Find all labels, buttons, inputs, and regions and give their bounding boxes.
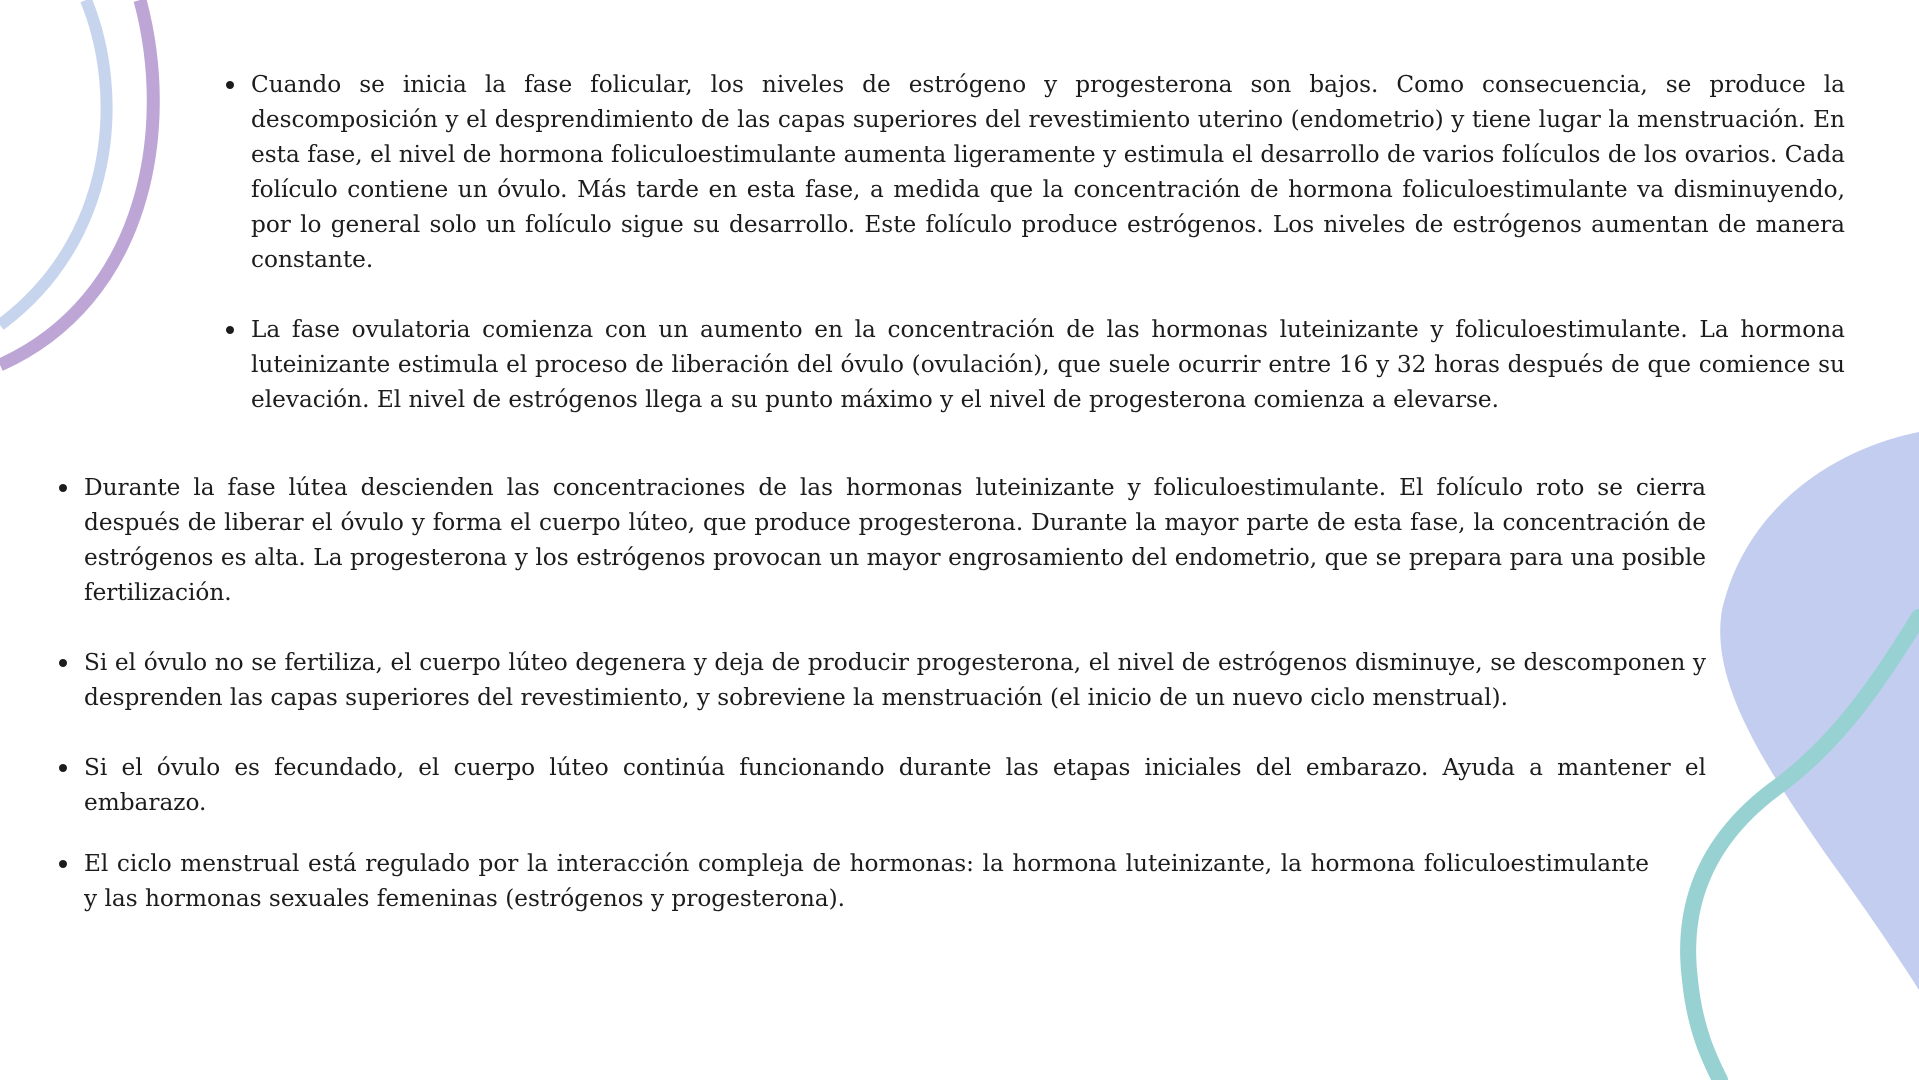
list-item-no-fertilization: Si el óvulo no se fertiliza, el cuerpo lúteo degenera y deja de producir progesterona, el nivel de estrógenos disminuye, se descomponen y desprenden las capas superiores del revestimiento, y sobreviene la menstruación (el inicio de un nuevo ciclo menstrual). — [84, 645, 1706, 715]
list-item-hormone-regulation: El ciclo menstrual está regulado por la interacción compleja de hormonas: la hormona luteinizante, la hormona foliculoestimulante y las hormonas sexuales femeninas (estrógenos y progesterona). — [84, 846, 1649, 916]
periwinkle-blob — [1720, 432, 1919, 990]
list-item-luteal-phase: Durante la fase lútea descienden las concentraciones de las hormonas luteinizante y foliculoestimulante. El folículo roto se cierra después de liberar el óvulo y forma el cuerpo lúteo, que produce progesterona. Durante la mayor parte de esta fase, la concentración de estrógenos es alta. La progesterona y los estrógenos provocan un mayor engrosamiento del endometrio, que se prepara para una posible fertilización. — [84, 470, 1706, 610]
teal-curve — [1688, 617, 1919, 1080]
list-item-ovulatory-phase: La fase ovulatoria comienza con un aumento en la concentración de las hormonas luteinizante y foliculoestimulante. La hormona luteinizante estimula el proceso de liberación del óvulo (ovulación), que suele ocurrir entre 16 y 32 horas después de que comience su elevación. El nivel de estrógenos llega a su punto máximo y el nivel de progesterona comienza a elevarse. — [251, 312, 1845, 417]
light-blue-arc — [0, 0, 107, 325]
lavender-arc — [0, 0, 153, 365]
bullet-list-top — [251, 67, 1845, 452]
bullet-list-bottom — [84, 470, 1706, 951]
list-item-fertilization: Si el óvulo es fecundado, el cuerpo lúteo continúa funcionando durante las etapas iniciales del embarazo. Ayuda a mantener el embarazo. — [84, 750, 1706, 820]
list-item-follicular-phase: Cuando se inicia la fase folicular, los niveles de estrógeno y progesterona son bajos. Como consecuencia, se produce la descomposición y el desprendimiento de las capas superiores del revestimiento uterino (endometrio) y tiene lugar la menstruación. En esta fase, el nivel de hormona foliculoestimulante aumenta ligeramente y estimula el desarrollo de varios folículos de los ovarios. Cada folículo contiene un óvulo. Más tarde en esta fase, a medida que la concentración de hormona foliculoestimulante va disminuyendo, por lo general solo un folículo sigue su desarrollo. Este folículo produce estrógenos. Los niveles de estrógenos aumentan de manera constante. — [251, 67, 1845, 277]
